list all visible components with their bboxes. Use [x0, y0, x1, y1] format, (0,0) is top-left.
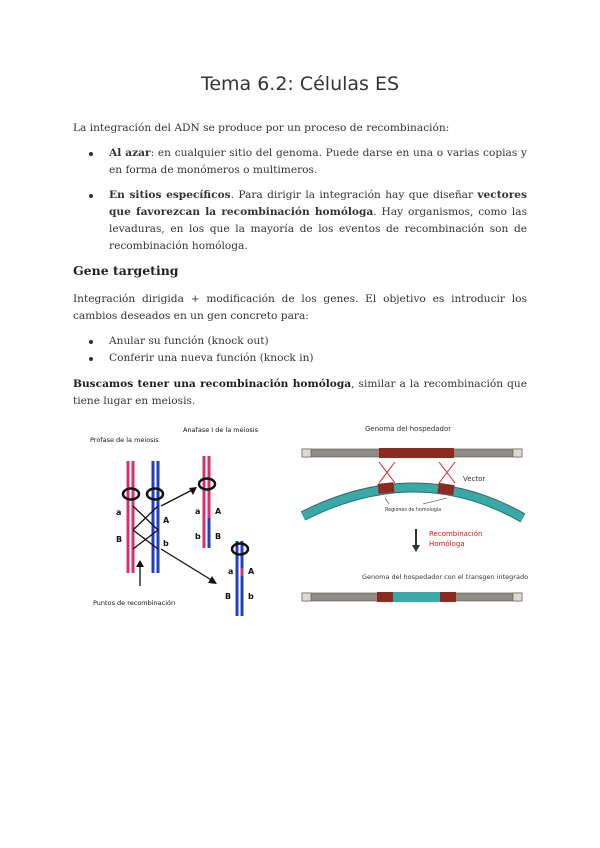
- label-result: Genoma del hospedador con el transgen integrado: [362, 573, 529, 581]
- list-item-knock-in: [73, 350, 527, 367]
- centromere: [232, 544, 248, 555]
- allele-label: b: [248, 592, 254, 601]
- allele-label: B: [116, 535, 123, 544]
- bullet-text: : en cualquier sitio del genoma. Puede darse en una o varias copias y en forma de monómeros o multimeros.: [109, 147, 527, 176]
- bar-end-cap: [513, 449, 522, 457]
- bullet-bold-vectors: vectores que favorezcan la recombinación homóloga: [109, 189, 527, 218]
- closing-text: , similar a la recombinación que tiene lugar en meiosis.: [73, 378, 527, 407]
- closing-paragraph: [73, 376, 527, 410]
- allele-label: A: [215, 507, 222, 516]
- pointer-line: [385, 498, 389, 504]
- allele-label: b: [163, 539, 169, 548]
- gene-targeting-diagram: [302, 425, 528, 602]
- bar-end-cap: [302, 593, 311, 601]
- bullet-bold: Al azar: [109, 147, 151, 159]
- allele-label: A: [248, 567, 255, 576]
- centromere: [123, 489, 139, 500]
- meiosis-diagram: [90, 426, 259, 616]
- allele-label: B: [225, 592, 232, 601]
- allele-label: A: [163, 516, 170, 525]
- intro-paragraph: La integración del ADN se produce por un proceso de recombinación:: [73, 122, 450, 134]
- centromere: [147, 489, 163, 500]
- arrowhead: [412, 545, 420, 552]
- bullet-dot: [89, 194, 93, 198]
- bullet-text: Anular su función (knock out): [109, 335, 269, 347]
- label-recombination-points: Puntos de recombinación: [93, 599, 176, 607]
- list-item-knock-out: [73, 333, 527, 350]
- pointer-line: [423, 498, 447, 504]
- bullet-dot: [89, 340, 93, 344]
- label-host-genome: Genoma del hospedador: [365, 425, 452, 433]
- homology-region: [378, 482, 395, 494]
- bullet-text: . Hay organismos, como las levaduras, en los que la mayoría de los eventos de recombinación son de recombinación homóloga.: [109, 206, 528, 252]
- allele-label: a: [228, 567, 234, 576]
- list-item-specific: [73, 187, 527, 255]
- homology-region: [440, 592, 456, 602]
- label-homologous: Homóloga: [429, 540, 465, 548]
- homology-region: [377, 592, 393, 602]
- label-vector: Vector: [463, 475, 486, 483]
- label-anaphase: Anafase I de la meiosis: [183, 426, 258, 434]
- closing-bold: Buscamos tener una recombinación homóloga: [73, 378, 352, 390]
- bullet-dot: [89, 152, 93, 156]
- arrow-to-anaphase-lower: [161, 549, 213, 581]
- section-heading: Gene targeting: [73, 263, 179, 278]
- bullet-text: . Para dirigir la integración hay que diseñar: [230, 189, 478, 201]
- purpose-list: [73, 333, 527, 367]
- target-gene-region: [379, 448, 454, 458]
- list-item-random: [73, 145, 527, 179]
- page-title: Tema 6.2: Células ES: [200, 73, 400, 95]
- gene-targeting-paragraph: Integración dirigida + modificación de los genes. El objetivo es introducir los cambios deseados en un gen concreto para:: [73, 293, 527, 322]
- arrowhead: [136, 560, 144, 567]
- bullet-dot: [89, 357, 93, 361]
- allele-label: B: [215, 532, 222, 541]
- label-prophase: Profase de la meiosis: [90, 436, 159, 444]
- label-homology-regions: Regiones de homología: [385, 508, 442, 513]
- allele-label: a: [195, 507, 201, 516]
- recombination-figure: [73, 418, 543, 618]
- label-recombination: Recombinación: [429, 530, 483, 538]
- arrowhead: [208, 576, 217, 584]
- integration-types-list: [73, 145, 527, 255]
- allele-label: a: [116, 508, 122, 517]
- bullet-bold: En sitios específicos: [109, 189, 231, 201]
- bullet-text: Conferir una nueva función (knock in): [109, 352, 314, 364]
- bar-end-cap: [513, 593, 522, 601]
- centromere: [199, 479, 215, 490]
- allele-label: b: [195, 532, 201, 541]
- bar-end-cap: [302, 449, 311, 457]
- arrow-to-anaphase-upper: [161, 489, 194, 506]
